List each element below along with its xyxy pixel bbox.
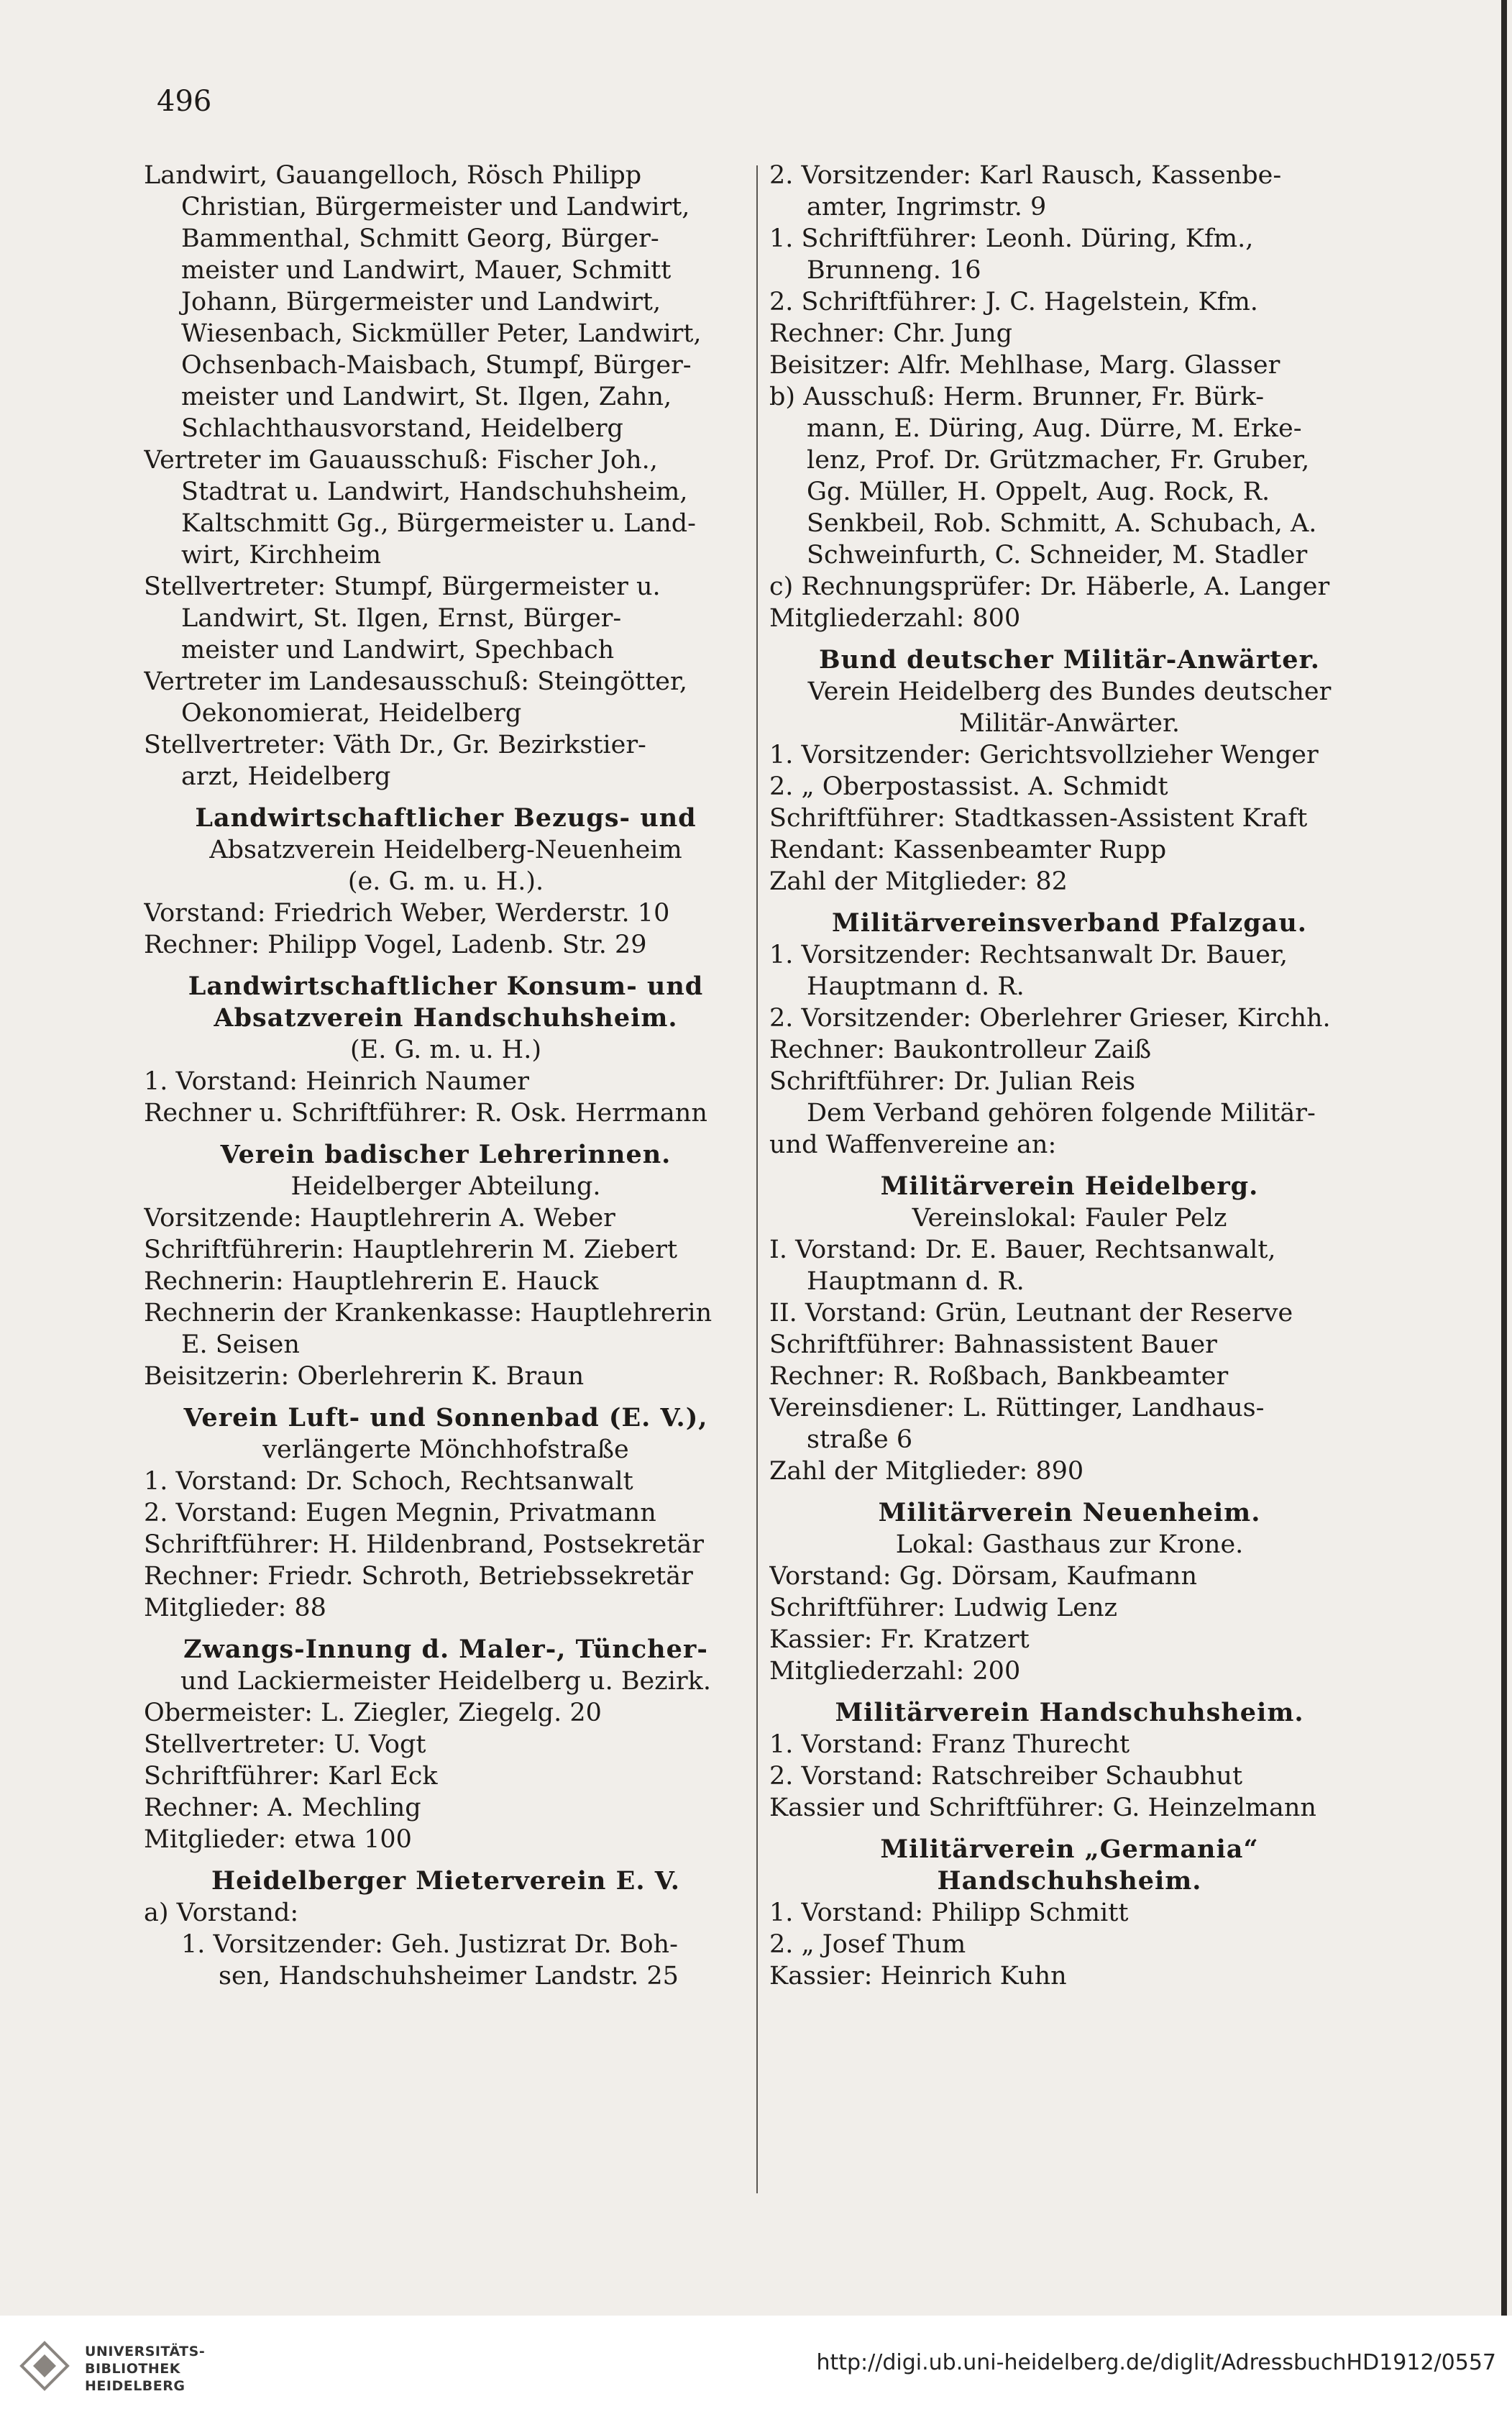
- text-line: Vorstand: Gg. Dörsam, Kaufmann: [769, 1562, 1198, 1591]
- text-line: Schriftführer: Bahnassistent Bauer: [769, 1330, 1217, 1359]
- text-line: wirt, Kirchheim: [181, 541, 382, 570]
- text-line: Mitgliederzahl: 800: [769, 604, 1021, 633]
- section-heading: Zwangs-Innung d. Maler-, Tüncher-: [183, 1635, 708, 1664]
- text-line: I. Vorstand: Dr. E. Bauer, Rechtsanwalt,: [769, 1235, 1276, 1264]
- library-name-line: UNIVERSITÄTS-: [85, 2344, 206, 2359]
- section-subtitle: Vereinslokal: Fauler Pelz: [912, 1204, 1227, 1233]
- text-line: lenz, Prof. Dr. Grützmacher, Fr. Gruber,: [807, 446, 1310, 475]
- text-line: Senkbeil, Rob. Schmitt, A. Schubach, A.: [807, 509, 1317, 538]
- text-line: 1. Vorstand: Dr. Schoch, Rechtsanwalt: [144, 1467, 633, 1496]
- section-heading: Verein badischer Lehrerinnen.: [220, 1140, 672, 1169]
- library-name: [85, 2343, 205, 2395]
- text-line: 1. Vorsitzender: Rechtsanwalt Dr. Bauer,: [769, 941, 1288, 969]
- text-line: 1. Vorsitzender: Geh. Justizrat Dr. Boh-: [181, 1930, 678, 1959]
- text-line: Rechner: Friedr. Schroth, Betriebssekretär: [144, 1562, 693, 1591]
- section-heading: Militärverein „Germania“: [880, 1834, 1259, 1864]
- text-line: E. Seisen: [181, 1330, 300, 1359]
- right-column: [769, 160, 1370, 1992]
- scan-edge: [1501, 0, 1507, 2422]
- text-line: meister und Landwirt, Spechbach: [181, 636, 615, 664]
- text-line: Rendant: Kassenbeamter Rupp: [769, 836, 1167, 864]
- text-line: Schweinfurth, C. Schneider, M. Stadler: [807, 541, 1308, 570]
- text-line: Kaltschmitt Gg., Bürgermeister u. Land-: [181, 509, 696, 538]
- text-line: Schriftführer: H. Hildenbrand, Postsekretär: [144, 1530, 704, 1559]
- text-line: Vorstand: Friedrich Weber, Werderstr. 10: [144, 899, 670, 928]
- section-heading: Heidelberger Mieterverein E. V.: [211, 1866, 680, 1896]
- section-subtitle: Heidelberger Abteilung.: [290, 1172, 601, 1201]
- text-line: Rechner: Philipp Vogel, Ladenb. Str. 29: [144, 931, 647, 959]
- text-line: mann, E. Düring, Aug. Dürre, M. Erke-: [807, 414, 1302, 443]
- text-line: Bammenthal, Schmitt Georg, Bürger-: [181, 224, 659, 253]
- text-line: amter, Ingrimstr. 9: [807, 193, 1047, 221]
- text-line: meister und Landwirt, St. Ilgen, Zahn,: [181, 383, 672, 411]
- text-line: Schriftführerin: Hauptlehrerin M. Ziebert: [144, 1235, 678, 1264]
- source-url-link[interactable]: http://digi.ub.uni-heidelberg.de/diglit/AdressbuchHD1912/0557: [816, 2350, 1496, 2375]
- text-line: 1. Vorstand: Philipp Schmitt: [769, 1898, 1129, 1927]
- text-line: Zahl der Mitglieder: 82: [769, 867, 1068, 896]
- section-heading-line: Handschuhsheim.: [937, 1866, 1202, 1896]
- text-line: 2. Vorsitzender: Karl Rausch, Kassenbe-: [769, 161, 1282, 190]
- text-line: Mitglieder: etwa 100: [144, 1825, 412, 1854]
- text-line: 2. Vorsitzender: Oberlehrer Grieser, Kirchh.: [769, 1004, 1331, 1033]
- section-heading: Landwirtschaftlicher Bezugs- und: [195, 803, 697, 833]
- section-subtitle: Militär-Anwärter.: [958, 709, 1181, 738]
- text-line: Rechner u. Schriftführer: R. Osk. Herrmann: [144, 1099, 707, 1128]
- text-line: meister und Landwirt, Mauer, Schmitt: [181, 256, 672, 285]
- text-line: Obermeister: L. Ziegler, Ziegelg. 20: [144, 1699, 602, 1727]
- library-name-line: BIBLIOTHEK: [85, 2361, 180, 2377]
- text-line: Kassier und Schriftführer: G. Heinzelmann: [769, 1793, 1316, 1822]
- text-line: sen, Handschuhsheimer Landstr. 25: [219, 1962, 679, 1991]
- text-line: Landwirt, St. Ilgen, Ernst, Bürger-: [181, 604, 622, 633]
- text-line: Oekonomierat, Heidelberg: [181, 699, 522, 728]
- text-line: straße 6: [807, 1425, 913, 1454]
- section-subtitle: Lokal: Gasthaus zur Krone.: [895, 1530, 1244, 1559]
- text-line: Ochsenbach-Maisbach, Stumpf, Bürger-: [181, 351, 692, 380]
- text-line: Hauptmann d. R.: [807, 1267, 1025, 1296]
- text-line: Stadtrat u. Landwirt, Handschuhsheim,: [181, 477, 688, 506]
- text-line: Stellvertreter: Stumpf, Bürgermeister u.: [144, 572, 661, 601]
- section-subtitle: verlängerte Mönchhofstraße: [262, 1435, 629, 1464]
- section-subtitle: Verein Heidelberg des Bundes deutscher: [807, 677, 1332, 706]
- text-line: Schriftführer: Dr. Julian Reis: [769, 1067, 1136, 1096]
- text-line: Rechnerin: Hauptlehrerin E. Hauck: [144, 1267, 599, 1296]
- text-line: 2. Schriftführer: J. C. Hagelstein, Kfm.: [769, 288, 1258, 316]
- section-subtitle: (E. G. m. u. H.): [350, 1036, 541, 1064]
- text-line: Stellvertreter: U. Vogt: [144, 1730, 426, 1759]
- column-divider: [756, 165, 758, 2193]
- text-line: Schriftführer: Karl Eck: [144, 1762, 438, 1791]
- text-line: Schlachthausvorstand, Heidelberg: [181, 414, 623, 443]
- text-line: Schriftführer: Ludwig Lenz: [769, 1594, 1118, 1622]
- text-line: Rechnerin der Krankenkasse: Hauptlehrerin: [144, 1299, 713, 1327]
- text-line: II. Vorstand: Grün, Leutnant der Reserve: [769, 1299, 1293, 1327]
- text-line: Rechner: Baukontrolleur Zaiß: [769, 1036, 1152, 1064]
- text-line: b) Ausschuß: Herm. Brunner, Fr. Bürk-: [769, 383, 1265, 411]
- text-line: Vertreter im Landesausschuß: Steingötter,: [144, 667, 688, 696]
- section-heading: Landwirtschaftlicher Konsum- und: [188, 972, 704, 1001]
- text-line: 2. „ Josef Thum: [769, 1930, 966, 1959]
- library-name-line: HEIDELBERG: [85, 2378, 185, 2394]
- text-line: Wiesenbach, Sickmüller Peter, Landwirt,: [181, 319, 702, 348]
- text-line: 1. Vorstand: Franz Thurecht: [769, 1730, 1130, 1759]
- section-heading-line: Absatzverein Handschuhsheim.: [214, 1003, 678, 1033]
- text-line: Rechner: A. Mechling: [144, 1793, 421, 1822]
- text-line: Mitgliederzahl: 200: [769, 1657, 1021, 1686]
- text-line: 2. „ Oberpostassist. A. Schmidt: [769, 772, 1168, 801]
- text-line: Hauptmann d. R.: [807, 972, 1025, 1001]
- section-subtitle: (e. G. m. u. H.).: [347, 867, 544, 896]
- text-line: c) Rechnungsprüfer: Dr. Häberle, A. Langer: [769, 572, 1330, 601]
- text-line: Rechner: R. Roßbach, Bankbeamter: [769, 1362, 1229, 1391]
- text-line: Vereinsdiener: L. Rüttinger, Landhaus-: [769, 1394, 1265, 1422]
- text-line: 2. Vorstand: Eugen Megnin, Privatmann: [144, 1499, 656, 1527]
- text-line: Johann, Bürgermeister und Landwirt,: [181, 288, 661, 316]
- text-line: Beisitzerin: Oberlehrerin K. Braun: [144, 1362, 585, 1391]
- library-logo-icon: [16, 2337, 73, 2395]
- text-line: Dem Verband gehören folgende Militär-: [807, 1099, 1316, 1128]
- text-line: Vertreter im Gauausschuß: Fischer Joh.,: [144, 446, 658, 475]
- text-line: Landwirt, Gauangelloch, Rösch Philipp: [144, 161, 642, 190]
- text-line: 1. Vorsitzender: Gerichtsvollzieher Wenger: [769, 741, 1319, 769]
- section-heading-line: und Lackiermeister Heidelberg u. Bezirk.: [180, 1667, 711, 1696]
- section-heading: Verein Luft- und Sonnenbad (E. V.),: [183, 1403, 708, 1432]
- section-heading: Militärverein Heidelberg.: [880, 1171, 1259, 1201]
- text-line: Kassier: Fr. Kratzert: [769, 1625, 1030, 1654]
- footer-bar: [0, 2316, 1512, 2422]
- text-line: Zahl der Mitglieder: 890: [769, 1457, 1084, 1486]
- section-heading-line: Absatzverein Heidelberg-Neuenheim: [209, 836, 682, 864]
- text-line: Kassier: Heinrich Kuhn: [769, 1962, 1067, 1991]
- text-line: 1. Vorstand: Heinrich Naumer: [144, 1067, 529, 1096]
- section-heading: Militärverein Neuenheim.: [878, 1498, 1261, 1527]
- section-heading: Militärverein Handschuhsheim.: [835, 1698, 1304, 1727]
- text-line: Stellvertreter: Väth Dr., Gr. Bezirkstier-: [144, 731, 646, 759]
- text-line: 1. Schriftführer: Leonh. Düring, Kfm.,: [769, 224, 1254, 253]
- section-heading: Militärvereinsverband Pfalzgau.: [832, 908, 1307, 938]
- text-line: Christian, Bürgermeister und Landwirt,: [181, 193, 690, 221]
- text-line: 2. Vorstand: Ratschreiber Schaubhut: [769, 1762, 1243, 1791]
- text-line: Brunneng. 16: [807, 256, 981, 285]
- text-line: Schriftführer: Stadtkassen-Assistent Kraft: [769, 804, 1308, 833]
- page-number: 496: [157, 85, 212, 118]
- text-line: und Waffenvereine an:: [769, 1130, 1057, 1159]
- text-line: Beisitzer: Alfr. Mehlhase, Marg. Glasser: [769, 351, 1280, 380]
- text-line: Vorsitzende: Hauptlehrerin A. Weber: [144, 1204, 615, 1233]
- text-line: Rechner: Chr. Jung: [769, 319, 1013, 348]
- left-column: [144, 160, 748, 1992]
- text-line: Gg. Müller, H. Oppelt, Aug. Rock, R.: [807, 477, 1270, 506]
- text-line: Mitglieder: 88: [144, 1594, 326, 1622]
- text-line: a) Vorstand:: [144, 1898, 299, 1927]
- section-heading: Bund deutscher Militär-Anwärter.: [819, 645, 1320, 675]
- text-line: arzt, Heidelberg: [181, 762, 391, 791]
